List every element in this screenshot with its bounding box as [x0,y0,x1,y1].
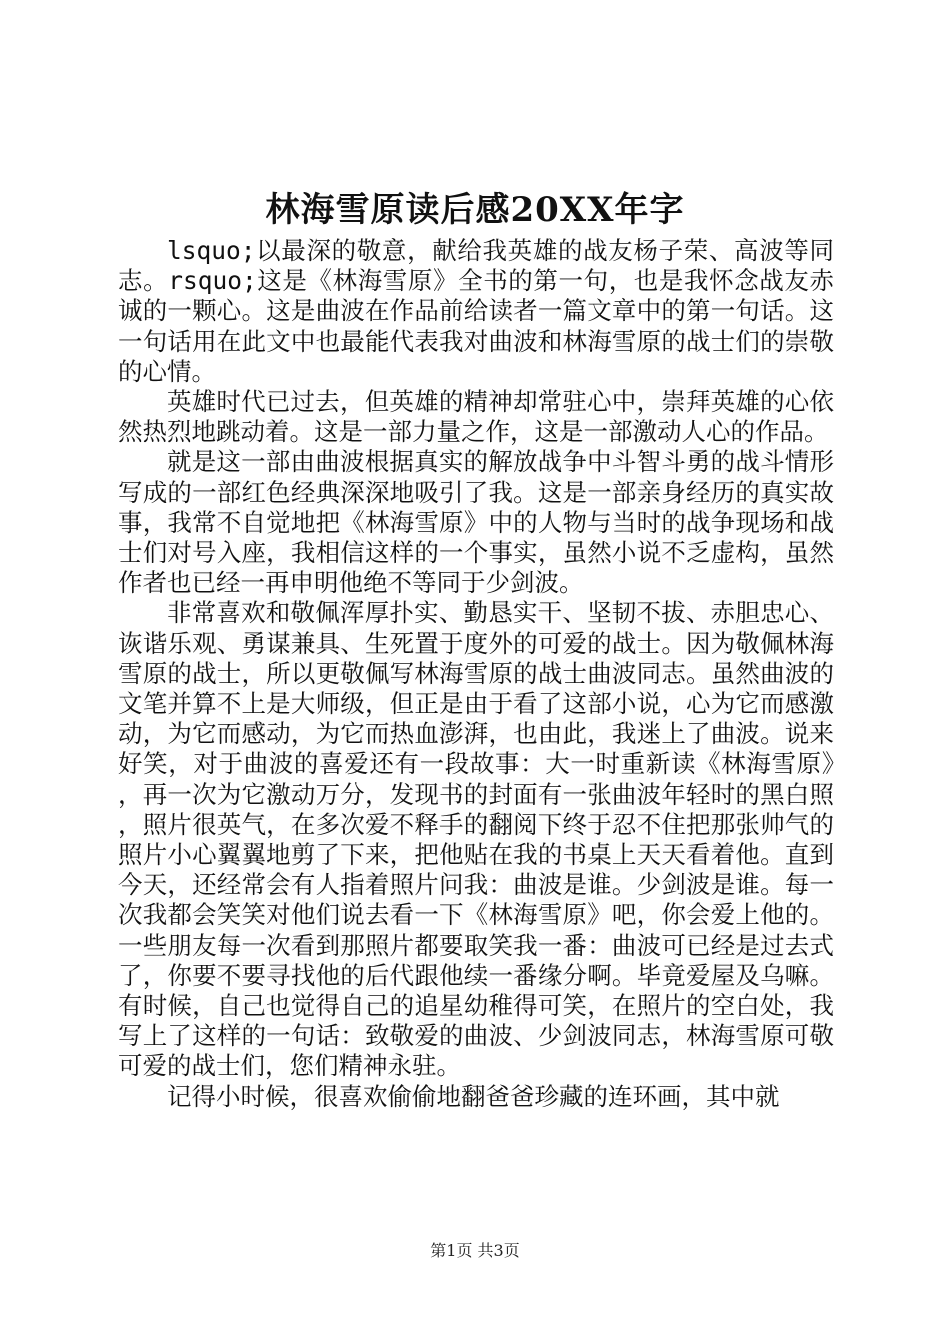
page-footer: 第1页 共3页 [430,1241,520,1260]
paragraph: lsquo;以最深的敬意，献给我英雄的战友杨子荣、高波等同志。rsquo;这是《林海雪原》全书的第一句，也是我怀念战友赤诚的一颗心。这是曲波在作品前给读者一篇文章中的第一句话。这一句话用在此文中也最能代表我对曲波和林海雪原的战士们的崇敬的心情。 [118,236,834,386]
document-body [118,236,834,1112]
paragraph: 记得小时候，很喜欢偷偷地翻爸爸珍藏的连环画，其中就 [167,1081,780,1111]
document-title: 林海雪原读后感20XX年字 [265,190,685,230]
paragraph: 非常喜欢和敬佩浑厚扑实、勤恳实干、坚韧不拔、赤胆忠心、诙谐乐观、勇谋兼具、生死置于度外的可爱的战士。因为敬佩林海雪原的战士，所以更敬佩写林海雪原的战士曲波同志。虽然曲波的文笔并算不上是大师级，但正是由于看了这部小说，心为它而感激动，为它而感动，为它而热血澎湃，也由此，我迷上了曲波。说来好笑，对于曲波的喜爱还有一段故事：大一时重新读《林海雪原》，再一次为它激动万分，发现书的封面有一张曲波年轻时的黑白照，照片很英气，在多次爱不释手的翻阅下终于忍不住把那张帅气的照片小心翼翼地剪了下来，把他贴在我的书桌上天天看着他。直到今天，还经常会有人指着照片问我：曲波是谁。少剑波是谁。每一次我都会笑笑对他们说去看一下《林海雪原》吧，你会爱上他的。一些朋友每一次看到那照片都要取笑我一番：曲波可已经是过去式了，你要不要寻找他的后代跟他续一番缘分啊。毕竟爱屋及乌嘛。有时候，自己也觉得自己的追星幼稚得可笑，在照片的空白处，我写上了这样的一句话：致敬爱的曲波、少剑波同志，林海雪原可敬可爱的战士们，您们精神永驻。 [118,598,834,1081]
paragraph: 英雄时代已过去，但英雄的精神却常驻心中，崇拜英雄的心依然热烈地跳动着。这是一部力量之作，这是一部激动人心的作品。 [118,387,834,447]
paragraph: 就是这一部由曲波根据真实的解放战争中斗智斗勇的战斗情形写成的一部红色经典深深地吸引了我。这是一部亲身经历的真实故事，我常不自觉地把《林海雪原》中的人物与当时的战争现场和战士们对号入座，我相信这样的一个事实，虽然小说不乏虚构，虽然作者也已经一再申明他绝不等同于少剑波。 [118,447,834,598]
